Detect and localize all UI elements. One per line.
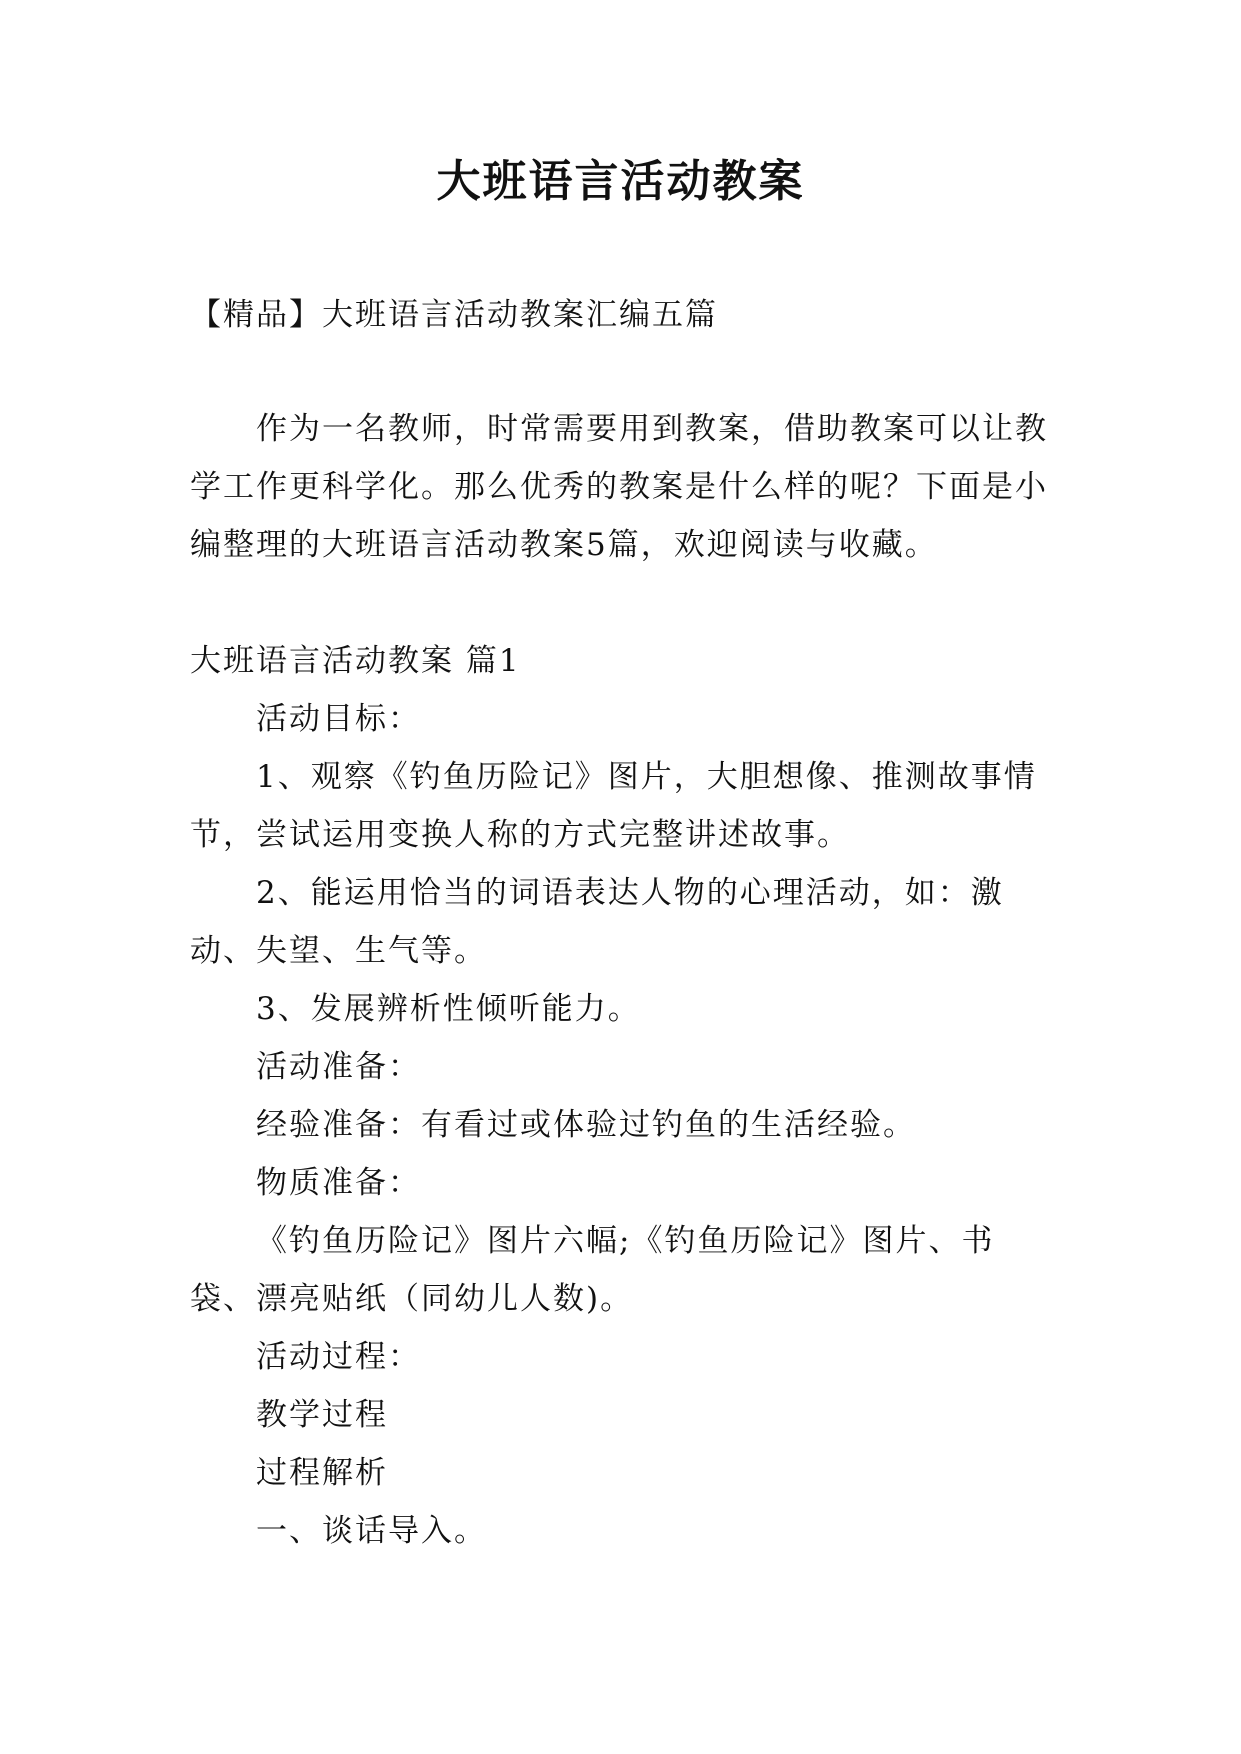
paragraph: 3、发展辨析性倾听能力。 bbox=[256, 991, 641, 1027]
paragraph: 过程解析 bbox=[256, 1455, 388, 1491]
lesson-section bbox=[190, 632, 1060, 1560]
paragraph: 活动目标： bbox=[256, 701, 421, 737]
document-title: 大班语言活动教案 bbox=[436, 156, 805, 207]
paragraph: 教学过程 bbox=[256, 1397, 388, 1433]
paragraph: 2、能运用恰当的词语表达人物的心理活动，如：激动、失望、生气等。 bbox=[190, 875, 1004, 969]
intro-paragraph: 作为一名教师，时常需要用到教案，借助教案可以让教学工作更科学化。那么优秀的教案是什么样的呢？下面是小编整理的大班语言活动教案5篇，欢迎阅读与收藏。 bbox=[190, 411, 1048, 563]
paragraph: 1、观察《钓鱼历险记》图片，大胆想像、推测故事情节，尝试运用变换人称的方式完整讲述故事。 bbox=[190, 759, 1037, 853]
paragraph: 活动过程： bbox=[256, 1339, 421, 1375]
paragraph: 一、谈话导入。 bbox=[256, 1513, 487, 1549]
paragraph: 活动准备： bbox=[256, 1049, 421, 1085]
paragraph: 《钓鱼历险记》图片六幅;《钓鱼历险记》图片、书袋、漂亮贴纸（同幼儿人数)。 bbox=[190, 1223, 995, 1317]
paragraph: 物质准备： bbox=[256, 1165, 421, 1201]
section-heading: 大班语言活动教案 篇1 bbox=[190, 643, 521, 679]
document-subtitle: 【精品】大班语言活动教案汇编五篇 bbox=[190, 297, 718, 333]
paragraph: 经验准备：有看过或体验过钓鱼的生活经验。 bbox=[256, 1107, 916, 1143]
